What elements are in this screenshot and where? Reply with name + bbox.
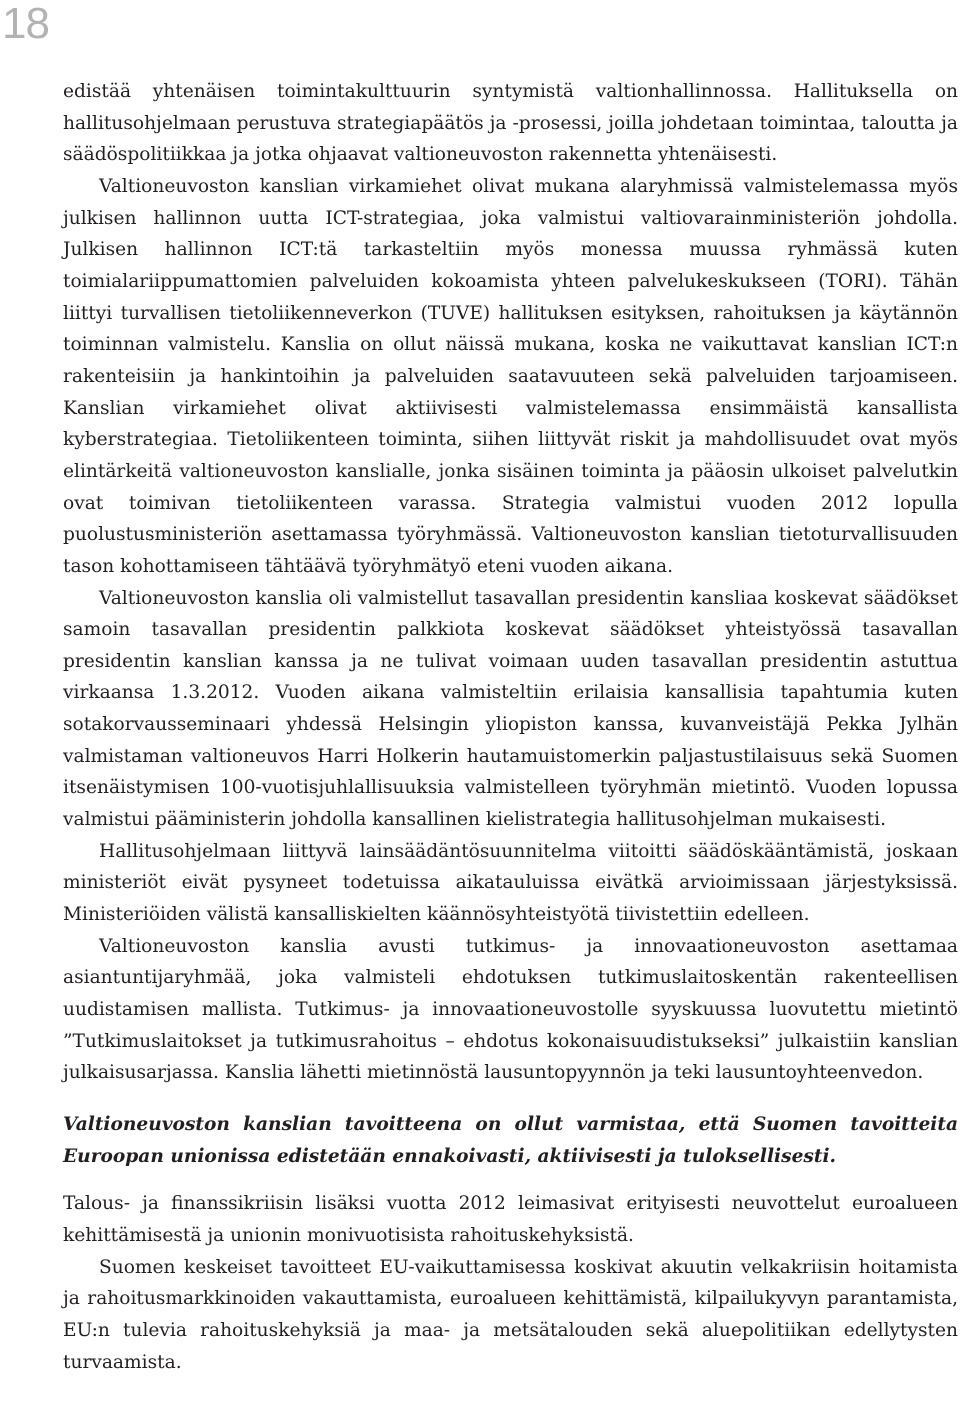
paragraph-continuation: edistää yhtenäisen toimintakulttuurin syntymistä valtionhallinnossa. Hallituksella on hallitusohjelmaan perustuva strategiapäätös ja -prosessi, joilla johdetaan toimintaa, taloutta ja säädöspolitiikkaa ja jotka ohjaavat valtioneuvoston rakennetta yhtenäisesti. bbox=[63, 81, 958, 166]
paragraph-financial-crisis: Talous- ja finanssikriisin lisäksi vuotta 2012 leimasivat erityisesti neuvottelut euroalueen kehittämisestä ja unionin monivuotisista rahoituskehyksistä. bbox=[63, 1193, 958, 1246]
paragraph-president-office: Valtioneuvoston kanslia oli valmistellut tasavallan presidentin kansliaa koskevat säädökset samoin tasavallan presidentin palkkiota koskevat säädökset yhteistyössä tasavallan presidentin kanslian kanssa ja ne tulivat voimaan uuden tasavallan presidentin astuttua virkaansa 1.3.2012. Vuoden aikana valmisteltiin erilaisia kansallisia tapahtumia kuten sotakorvausseminaari yhdessä Helsingin yliopiston kanssa, kuvanveistäjä Pekka Jylhän valmistaman valtioneuvos Harri Holkerin hautamuistomerkin paljastustilaisuus sekä Suomen itsenäistymisen 100-vuotisjuhlallisuuksia valmistelleen työryhmän mietintö. Vuoden lopussa valmistui pääministerin johdolla kansallinen kielistrategia hallitusohjelman mukaisesti. bbox=[63, 587, 958, 831]
page-number: 18 bbox=[2, 0, 49, 48]
paragraph-ict-strategy: Valtioneuvoston kanslian virkamiehet olivat mukana alaryhmissä valmistelemassa myös julkisen hallinnon uutta ICT-strategiaa, joka valmistui valtiovarainministeriön johdolla. Julkisen hallinnon ICT:tä tarkasteltiin myös monessa muussa ryhmässä kuten toimialariippumattomien palveluiden kokoamista yhteen palvelukeskukseen (TORI). Tähän liittyi turvallisen tietoliikenneverkon (TUVE) hallituksen esityksen, rahoituksen ja käytännön toiminnan valmistelu. Kanslia on ollut näissä mukana, koska ne vaikuttavat kanslian ICT:n rakenteisiin ja hankintoihin ja palveluiden saatavuuteen sekä palveluiden tarjoamiseen. Kanslian virkamiehet olivat aktiivisesti valmistelemassa ensimmäistä kansallista kyberstrategiaa. Tietoliikenteen toiminta, siihen liittyvät riskit ja mahdollisuudet ovat myös elintärkeitä valtioneuvoston kanslialle, jonka sisäinen toiminta ja pääosin ulkoiset palvelutkin ovat toimivan tietoliikenteen varassa. Strategia valmistui vuoden 2012 lopulla puolustusministeriön asettamassa työryhmässä. Valtioneuvoston kanslian tietoturvallisuuden tason kohottamiseen tähtäävä työryhmätyö eteni vuoden aikana. bbox=[63, 175, 958, 577]
paragraph-legislation-plan: Hallitusohjelmaan liittyvä lainsäädäntösuunnitelma viitoitti säädöskääntämistä, joskaan ministeriöt eivät pysyneet todetuissa aikatauluissa eivätkä arvioimissaan järjestyksissä. Ministeriöiden välistä kansalliskielten käännösyhteistyötä tiivistettiin edelleen. bbox=[63, 840, 958, 926]
paragraph-research-council: Valtioneuvoston kanslia avusti tutkimus- ja innovaationeuvoston asettamaa asiantuntijaryhmää, joka valmisteli ehdotuksen tutkimuslaitoskentän rakenteellisen uudistamisen mallista. Tutkimus- ja innovaationeuvostolle syyskuussa luovutettu mietintö ”Tutkimuslaitokset ja tutkimusrahoitus – ehdotus kokonaisuudistukseksi” julkaistiin kanslian julkaisusarjassa. Kanslia lähetti mietinnöstä lausuntopyynnön ja teki lausuntoyhteenvedon. bbox=[63, 935, 958, 1084]
paragraph-eu-objectives: Suomen keskeiset tavoitteet EU-vaikuttamisessa koskivat akuutin velkakriisin hoitamista ja rahoitusmarkkinoiden vakauttamista, euroalueen kehittämistä, kilpailukyvyn parantamista, EU:n tulevia rahoituskehyksiä ja maa- ja metsätalouden sekä aluepolitiikan edellytysten turvaamista. bbox=[63, 1256, 958, 1373]
section-lead-eu-goals: Valtioneuvoston kanslian tavoitteena on ollut varmistaa, että Suomen tavoitteita Euroopan unionissa edistetään ennakoivasti, aktiivisesti ja tuloksellisesti. bbox=[63, 1114, 958, 1167]
body-text bbox=[63, 76, 958, 1378]
